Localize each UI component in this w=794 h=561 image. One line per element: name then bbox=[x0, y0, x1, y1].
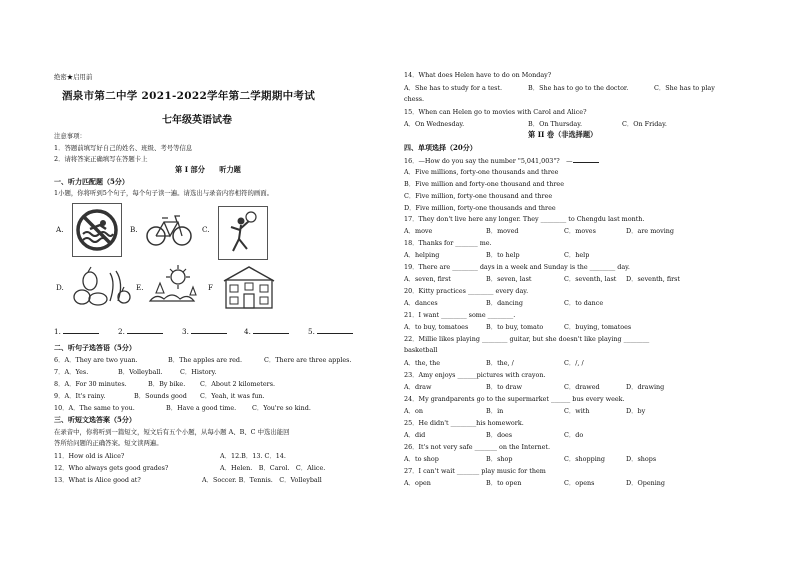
option: A．seven, first bbox=[404, 275, 451, 283]
option: A．move bbox=[404, 227, 433, 235]
option: B．to draw bbox=[486, 383, 522, 391]
section1-instruction: 1小题，你将听到5个句子，每个句子读一遍。请选出与录音内容相符的画面。 bbox=[54, 189, 274, 197]
option: C．shopping bbox=[564, 455, 605, 463]
question-10: 10．A．The same to you. bbox=[54, 404, 135, 412]
option: A．helping bbox=[404, 251, 440, 259]
question-13-options: A．Soccer. B．Tennis. C．Volleyball bbox=[202, 476, 322, 484]
question-20: 20．Kitty practices ________ every day. bbox=[404, 287, 529, 295]
exam-subtitle: 七年级英语试卷 bbox=[162, 115, 232, 126]
question-27: 27．I can't wait _______ play music for them bbox=[404, 467, 546, 475]
picture-label-e: E. bbox=[136, 283, 144, 292]
option-continuation: chess. bbox=[404, 95, 425, 103]
option: A．to shop bbox=[404, 455, 439, 463]
answer-blank-1[interactable]: 1. bbox=[54, 326, 99, 336]
option: A．did bbox=[404, 431, 426, 439]
option: B．to open bbox=[486, 479, 522, 487]
option: D．are moving bbox=[626, 227, 674, 235]
option: C．with bbox=[564, 407, 590, 415]
option: C．Five million, forty-one thousand and three bbox=[404, 192, 553, 200]
question-25: 25．He didn't ________his homework. bbox=[404, 419, 524, 427]
picture-label-c: C. bbox=[202, 225, 210, 234]
option: B．She has to go to the doctor. bbox=[528, 84, 629, 92]
exam-title: 酒泉市第二中学 2021-2022学年第二学期期中考试 bbox=[62, 90, 316, 102]
option: B．in bbox=[486, 407, 504, 415]
question-14: 14．What does Helen have to do on Monday? bbox=[404, 71, 552, 79]
option: D．by bbox=[626, 407, 646, 415]
option: B．dancing bbox=[486, 299, 523, 307]
question-26: 26．It's not very safe _______ on the Internet. bbox=[404, 443, 551, 451]
option: C．You're so kind. bbox=[252, 404, 311, 412]
option: D．shops bbox=[626, 455, 657, 463]
option: B．does bbox=[486, 431, 513, 439]
question-continuation: basketball bbox=[404, 346, 438, 354]
section3-instruction: 在录音中，你将听到一篇短文，短文后有五个小题，从每小题 A、B、C 中选出能回 bbox=[54, 428, 290, 436]
question-12: 12．Who always gets good grades? bbox=[54, 464, 169, 472]
option: C．Yeah, it was fun. bbox=[200, 392, 265, 400]
option: C．On Friday. bbox=[622, 120, 667, 128]
section2-title: 二、听句子选答语（5分） bbox=[54, 343, 136, 352]
volleyball-player-icon bbox=[218, 206, 268, 260]
question-18: 18．Thanks for _______ me. bbox=[404, 239, 492, 247]
answer-blank-4[interactable]: 4. bbox=[244, 326, 289, 336]
option: B．On Thursday. bbox=[528, 120, 582, 128]
option: C．History. bbox=[180, 368, 217, 376]
answer-blank-3[interactable]: 3. bbox=[182, 326, 227, 336]
notice-heading: 注意事项： bbox=[54, 132, 86, 140]
notice-item: 2．请将答案正确填写在答题卡上 bbox=[54, 155, 148, 163]
question-22: 22．Millie likes playing ________ guitar, but she doesn't like playing ________ bbox=[404, 335, 650, 343]
option: C．drawed bbox=[564, 383, 600, 391]
option: A．to buy, tomatoes bbox=[404, 323, 469, 331]
notice-item: 1．答题前填写好自己的姓名、班级、考号等信息 bbox=[54, 144, 193, 152]
option: B．to help bbox=[486, 251, 520, 259]
question-7: 7．A．Yes. bbox=[54, 368, 89, 376]
option: A．dances bbox=[404, 299, 438, 307]
picture-label-f: F bbox=[208, 283, 213, 292]
option: B．seven, last bbox=[486, 275, 532, 283]
option: B．Have a good time. bbox=[166, 404, 237, 412]
part2-title: 第 II 卷（非选择题） bbox=[528, 130, 598, 139]
option: A．on bbox=[404, 407, 423, 415]
part1-title: 第 I 部分 听力题 bbox=[175, 165, 241, 174]
secret-label: 绝密★启用前 bbox=[54, 73, 93, 81]
option: B．the, / bbox=[486, 359, 514, 367]
option: A．the, the bbox=[404, 359, 441, 367]
section1-title: 一、听力匹配题（5分） bbox=[54, 177, 129, 186]
option: C．She has to play bbox=[654, 84, 715, 92]
option: B．to buy, tomato bbox=[486, 323, 544, 331]
option: B．The apples are red. bbox=[168, 356, 243, 364]
section3-title: 三、听短文选答案（5分） bbox=[54, 415, 136, 424]
question-19: 19．There are ________ days in a week and Sunday is the ________ day. bbox=[404, 263, 630, 271]
vegetables-icon bbox=[72, 263, 134, 309]
section4-title: 四、单项选择（20分） bbox=[404, 143, 477, 152]
option: B．Volleyball. bbox=[118, 368, 163, 376]
option: D．drawing bbox=[626, 383, 665, 391]
option: A．She has to study for a test. bbox=[404, 84, 503, 92]
picture-label-d: D. bbox=[56, 283, 64, 292]
option: C．seventh, last bbox=[564, 275, 617, 283]
option: B．Five million and forty-one thousand and three bbox=[404, 180, 564, 188]
question-17: 17．They don't live here any longer. They ________ to Chengdu last month. bbox=[404, 215, 645, 223]
picture-label-a: A. bbox=[56, 225, 64, 234]
option: D．Five million, forty-one thousands and three bbox=[404, 204, 556, 212]
question-6: 6．A．They are two yuan. bbox=[54, 356, 138, 364]
question-24: 24．My grandparents go to the supermarket ______ bus every week. bbox=[404, 395, 625, 403]
option: C．opens bbox=[564, 479, 595, 487]
option: A．Five millions, forty-one thousands and three bbox=[404, 168, 559, 176]
option: C．There are three apples. bbox=[264, 356, 352, 364]
option: C．do bbox=[564, 431, 584, 439]
question-11: 11．How old is Alice? bbox=[54, 452, 125, 460]
option: D．Opening bbox=[626, 479, 665, 487]
question-16: 16．—How do you say the number "5,041,003"? — bbox=[404, 155, 599, 165]
option: C．About 2 kilometers. bbox=[200, 380, 276, 388]
bicycle-icon bbox=[144, 208, 194, 250]
option: B．moved bbox=[486, 227, 519, 235]
option: B．Sounds good bbox=[134, 392, 187, 400]
answer-blank-2[interactable]: 2. bbox=[118, 326, 163, 336]
picture-label-b: B. bbox=[130, 225, 138, 234]
sunny-weather-icon bbox=[146, 263, 204, 309]
no-swimming-icon bbox=[72, 203, 122, 257]
option: B．By bike. bbox=[148, 380, 186, 388]
question-9: 9．A．It's rainy. bbox=[54, 392, 106, 400]
question-15: 15．When can Helen go to movies with Carol and Alice? bbox=[404, 108, 587, 116]
option: C．buying, tomatoes bbox=[564, 323, 632, 331]
option: C．help bbox=[564, 251, 590, 259]
option: C．moves bbox=[564, 227, 596, 235]
option: B．shop bbox=[486, 455, 513, 463]
option: C．to dance bbox=[564, 299, 604, 307]
option: A．draw bbox=[404, 383, 432, 391]
question-8: 8．A．For 30 minutes. bbox=[54, 380, 127, 388]
answer-blank-5[interactable]: 5. bbox=[308, 326, 353, 336]
option: A．open bbox=[404, 479, 431, 487]
option: D．seventh, first bbox=[626, 275, 680, 283]
option: A．On Wednesday. bbox=[404, 120, 465, 128]
question-13: 13．What is Alice good at? bbox=[54, 476, 141, 484]
school-building-icon bbox=[222, 264, 276, 310]
question-12-options: A．Helen. B．Carol. C．Alice. bbox=[220, 464, 326, 472]
section3-instruction: 答所给问题的正确答案。短文读两遍。 bbox=[54, 439, 163, 447]
option: C．/, / bbox=[564, 359, 584, 367]
question-23: 23．Amy enjoys ______pictures with crayon. bbox=[404, 371, 546, 379]
question-21: 21．I want ________ some ________. bbox=[404, 311, 516, 319]
question-11-options: A．12.B．13. C．14. bbox=[220, 452, 286, 460]
